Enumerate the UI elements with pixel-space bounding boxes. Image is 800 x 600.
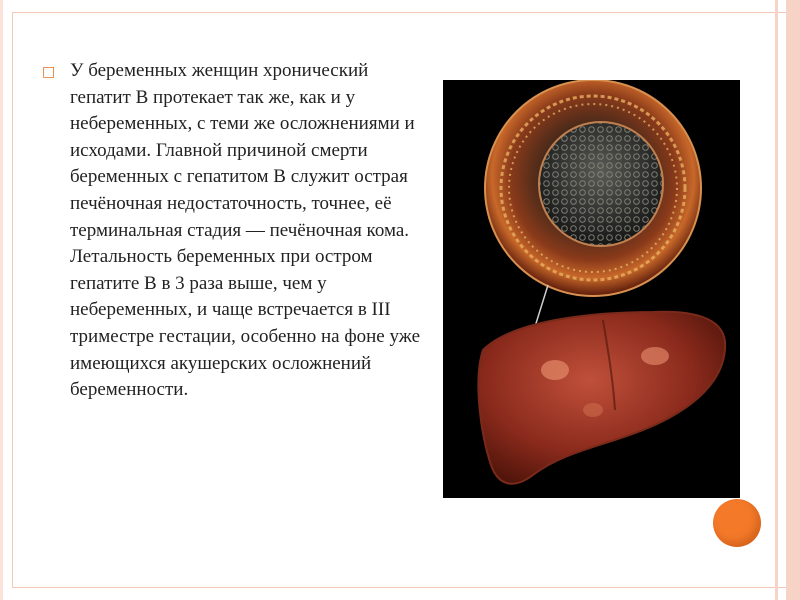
right-decor-stripe-inner [775,0,778,600]
slide-body-text: У беременных женщин хронический гепатит В протекает так же, как и у небеременных, с теми же осложнениями и исходами. Главной причиной смерти беременных с гепатитом В служит острая печёночная недостаточность, точнее, её терминальная стадия — печёночная кома. Летальность беременных при остром гепатите В в 3 раза выше, чем у небеременных, и чаще встречается в III триместре гестации, особенно на фоне уже имеющихся акушерских осложнений беременности. [70,60,421,401]
virus-particle [485,80,701,296]
orange-circle-icon [713,499,761,547]
right-decor-stripe [786,0,800,600]
illustration-svg [443,80,740,498]
bullet-icon: □ [42,64,56,80]
left-decor-stripe [0,0,3,600]
hepatitis-liver-illustration [443,80,740,498]
